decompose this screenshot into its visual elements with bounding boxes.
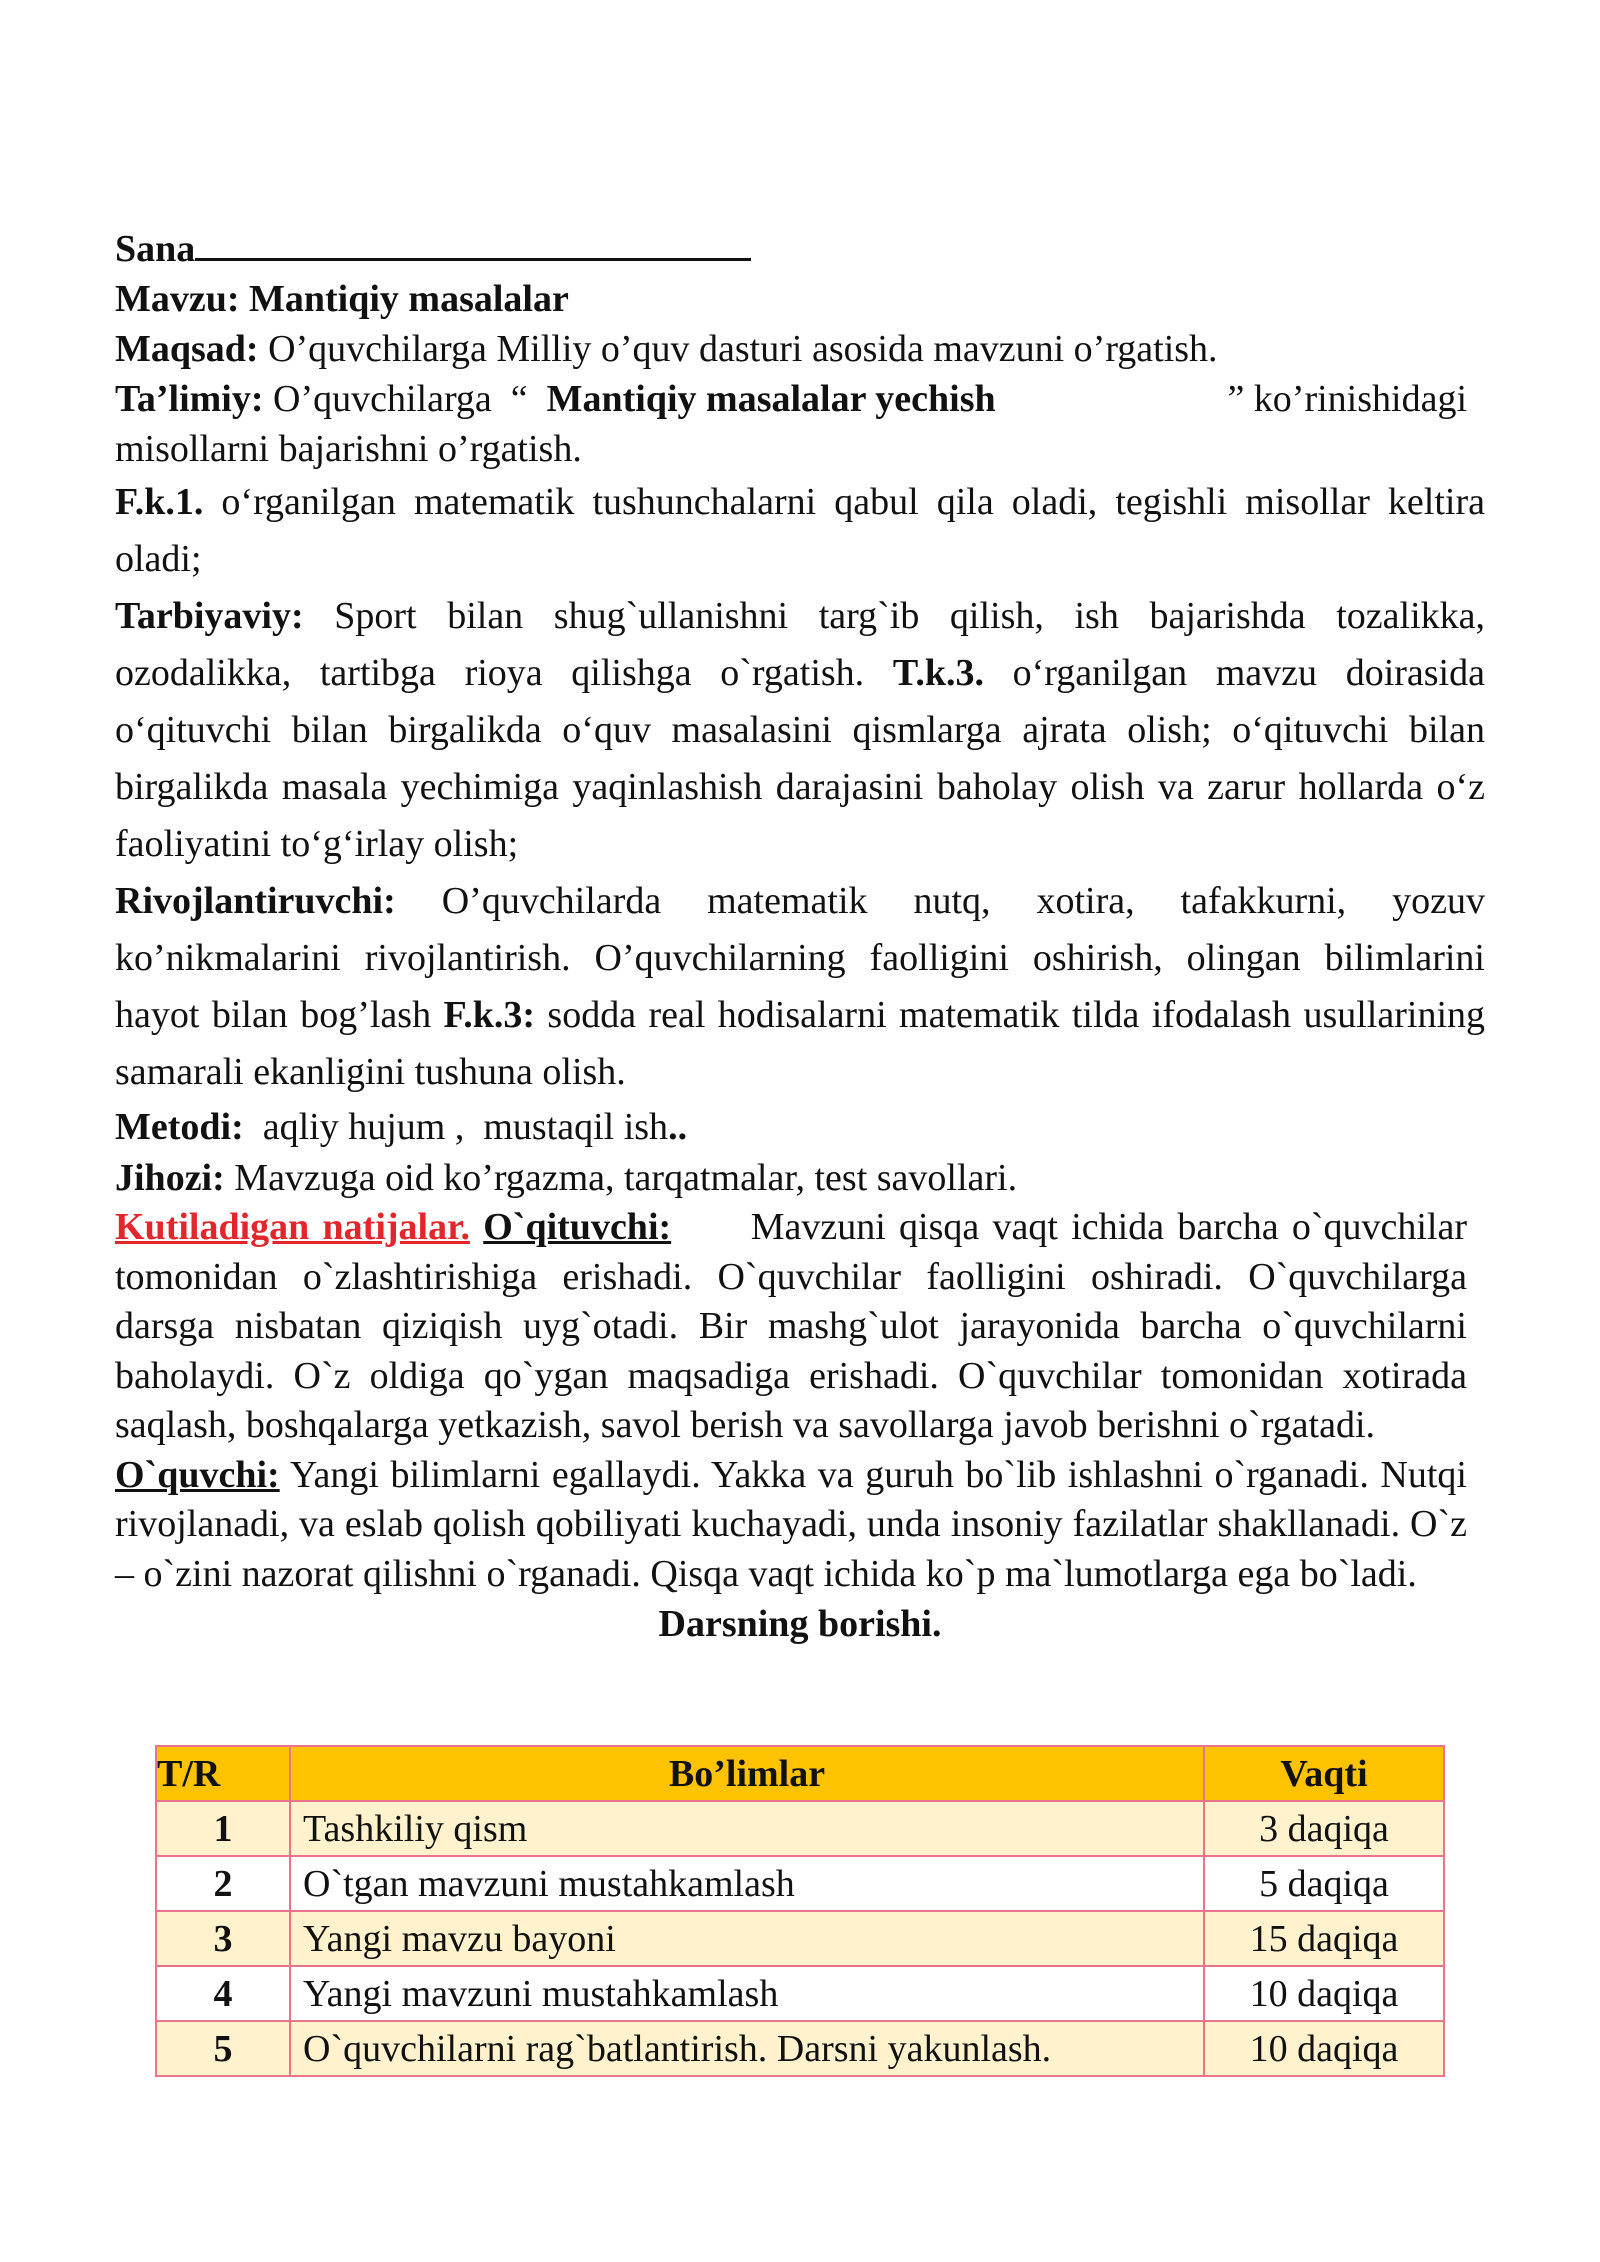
educational-text-end: ” ko’rinishidagi bbox=[1227, 378, 1467, 420]
topic-line bbox=[115, 274, 1485, 324]
equipment-text: Mavzuga oid ko’rgazma, tarqatmalar, test savollari. bbox=[224, 1157, 1018, 1199]
student-text: Yangi bilimlarni egallaydi. Yakka va guruh bo`lib ishlashni o`rganadi. Nutqi rivojlanadi, va eslab qolish qobiliyati kuchayadi, unda insoniy fazilatlar shakllanadi. O`z – o`zini nazorat qilishni o`rganadi. Qisqa vaqt ichida ko`p ma`lumotlarga ega bo`ladi. bbox=[115, 1453, 1467, 1595]
column-header-time: Vaqti bbox=[1204, 1746, 1444, 1801]
row-time: 5 daqiqa bbox=[1204, 1856, 1444, 1911]
row-time: 10 daqiqa bbox=[1204, 2021, 1444, 2076]
expected-results-paragraph bbox=[115, 1203, 1477, 1451]
developmental-text-1: O’quvchilarda matematik nutq, xotira, tafakkurni, yozuv ko’nikmalarini rivojlantirish. O’quvchilarning faolligini oshirish, olingan bilimlarini hayot bilan bog’lash bbox=[115, 880, 1485, 1036]
equipment-label: Jihozi: bbox=[115, 1157, 225, 1199]
goal-text: O’quvchilarga Milliy o’quv dasturi asosida mavzuni o’rgatish. bbox=[258, 328, 1218, 370]
row-section: Yangi mavzuni mustahkamlash bbox=[290, 1966, 1204, 2021]
table-row bbox=[156, 1911, 1444, 1966]
row-section: O`tgan mavzuni mustahkamlash bbox=[290, 1856, 1204, 1911]
student-label: O`quvchi: bbox=[115, 1453, 280, 1496]
goal-line bbox=[115, 324, 1485, 374]
teacher-label: O`qituvchi: bbox=[483, 1206, 672, 1248]
educational-line-2: misollarni bajarishni o’rgatish. bbox=[115, 428, 582, 470]
methods-text: aqliy hujum , mustaqil ish bbox=[243, 1106, 669, 1148]
table-row bbox=[156, 1801, 1444, 1856]
table-row bbox=[156, 1966, 1444, 2021]
methods-end: .. bbox=[668, 1106, 688, 1148]
educational-label: Ta’limiy: bbox=[115, 378, 264, 420]
topic-label: Mavzu: bbox=[115, 278, 240, 320]
row-section: Tashkiliy qism bbox=[290, 1801, 1204, 1856]
topic-value: Mantiqiy masalalar bbox=[249, 278, 569, 320]
tk3-label: T.k.3. bbox=[892, 652, 984, 694]
lesson-plan-page bbox=[115, 222, 1485, 1649]
developmental-label: Rivojlantiruvchi: bbox=[115, 880, 396, 922]
methods-label: Metodi: bbox=[115, 1106, 244, 1148]
equipment-line bbox=[115, 1153, 1485, 1203]
table-header-row bbox=[156, 1746, 1444, 1801]
developmental-paragraph bbox=[115, 873, 1485, 1101]
developmental-text-2: sodda real hodisalarni matematik tilda ifodalash usullarining samarali ekanligini tushuna olish. bbox=[115, 994, 1486, 1093]
lesson-flow-title: Darsning borishi. bbox=[658, 1603, 942, 1645]
fk3-label: F.k.3: bbox=[443, 994, 535, 1036]
goal-label: Maqsad: bbox=[115, 328, 259, 370]
row-number: 2 bbox=[156, 1856, 290, 1911]
fk1-paragraph bbox=[115, 474, 1485, 588]
fk1-label: F.k.1. bbox=[115, 481, 204, 523]
educational-bold-topic: Mantiqiy masalalar yechish bbox=[546, 378, 996, 420]
row-number: 3 bbox=[156, 1911, 290, 1966]
row-time: 3 daqiqa bbox=[1204, 1801, 1444, 1856]
column-header-number: T/R bbox=[156, 1746, 290, 1801]
row-section: Yangi mavzu bayoni bbox=[290, 1911, 1204, 1966]
methods-line bbox=[115, 1101, 1485, 1153]
row-section: O`quvchilarni rag`batlantirish. Darsni yakunlash. bbox=[290, 2021, 1204, 2076]
date-label: Sana bbox=[115, 228, 196, 270]
row-number: 5 bbox=[156, 2021, 290, 2076]
upbringing-text-1: Sport bilan shug`ullanishni targ`ib qilish, ish bajarishda tozalikka, ozodalikka, tartibga rioya qilishga o`rgatish. bbox=[115, 595, 1485, 694]
column-header-sections: Bo’limlar bbox=[290, 1746, 1204, 1801]
row-time: 15 daqiqa bbox=[1204, 1911, 1444, 1966]
row-time: 10 daqiqa bbox=[1204, 1966, 1444, 2021]
upbringing-paragraph bbox=[115, 588, 1485, 873]
expected-results-label: Kutiladigan natijalar. bbox=[115, 1206, 470, 1248]
fk1-text: o‘rganilgan matematik tushunchalarni qabul qila oladi, tegishli misollar keltira oladi; bbox=[115, 481, 1485, 580]
upbringing-label: Tarbiyaviy: bbox=[115, 595, 304, 637]
table-row bbox=[156, 2021, 1444, 2076]
upbringing-text-2: o‘rganilgan mavzu doirasida o‘qituvchi bilan birgalikda o‘quv masalasini qismlarga ajrata olish; o‘qituvchi bilan birgalikda masala yechimiga yaqinlashish darajasini baholay olish va zarur hollarda o‘z faoliyatini to‘g‘irlay olish; bbox=[115, 652, 1485, 865]
row-number: 1 bbox=[156, 1801, 290, 1856]
student-results-paragraph bbox=[115, 1451, 1467, 1600]
date-blank-line bbox=[195, 222, 751, 261]
teacher-text: Mavzuni qisqa vaqt ichida barcha o`quvchilar tomonidan o`zlashtirishiga erishadi. O`quvchilar faolligini oshiradi. O`quvchilarga darsga nisbatan qiziqish uyg`otadi. Bir mashg`ulot jarayonida barcha o`quvchilarni baholaydi. O`z oldiga qo`ygan maqsadiga erishadi. O`quvchilar tomonidan xotirada saqlash, boshqalarga yetkazish, savol berish va savollarga javob berishni o`rgatadi. bbox=[115, 1206, 1477, 1446]
educational-text-start: O’quvchilarga “ bbox=[263, 378, 547, 420]
row-number: 4 bbox=[156, 1966, 290, 2021]
lesson-flow-table bbox=[155, 1745, 1445, 2077]
table-row bbox=[156, 1856, 1444, 1911]
educational-line bbox=[115, 374, 1467, 424]
date-line bbox=[115, 222, 1485, 274]
